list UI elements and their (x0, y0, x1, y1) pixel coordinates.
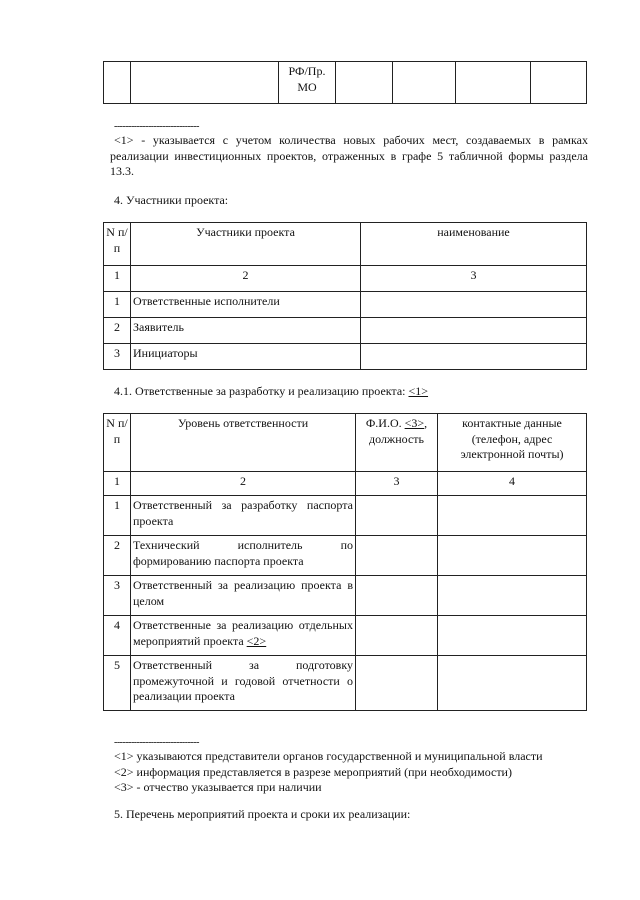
row-label: Ответственный за реализацию проекта в целом (131, 576, 356, 616)
responsible-table (103, 413, 587, 711)
top-table-cell (104, 62, 131, 104)
row-label: Ответственные исполнители (131, 292, 361, 318)
row-label: Заявитель (131, 318, 361, 344)
row-number: 1 (104, 496, 131, 536)
footnote-1: <1> - указывается с учетом количества новых рабочих мест, создаваемых в рамках реализации инвестиционных проектов, отраженных в графе 5 табличной формы раздела 13.3. (110, 133, 588, 179)
table-row (104, 536, 587, 576)
header-name: наименование (361, 223, 587, 266)
column-number: 1 (104, 266, 131, 292)
footnote-ref[interactable]: <2> (246, 633, 267, 648)
row-number: 4 (104, 616, 131, 656)
header-number: N п/п (104, 223, 131, 266)
footnote-ref[interactable]: <1> (408, 384, 429, 398)
header-fio-text: Ф.И.О. (365, 416, 405, 430)
row-value (438, 656, 587, 711)
row-value (361, 318, 587, 344)
row-value (356, 576, 438, 616)
column-number: 3 (361, 266, 587, 292)
column-number: 4 (438, 472, 587, 496)
row-number: 3 (104, 344, 131, 370)
section-5-heading: 5. Перечень мероприятий проекта и сроки их реализации: (114, 807, 411, 821)
table-row (104, 576, 587, 616)
column-number: 2 (131, 472, 356, 496)
row-label: Ответственный за подготовку промежуточной и годовой отчетности о реализации проекта (131, 656, 356, 711)
table-row (104, 344, 587, 370)
row-value (438, 576, 587, 616)
row-value (438, 496, 587, 536)
footnote-line: <3> - отчество указывается при наличии (114, 780, 322, 795)
row-label: Инициаторы (131, 344, 361, 370)
top-table-cell (336, 62, 393, 104)
header-fio-suffix: , должность (369, 416, 428, 446)
table-row (104, 616, 587, 656)
top-table-cell (456, 62, 531, 104)
top-table-cell-rf: РФ/Пр. МО (279, 62, 336, 104)
row-value (356, 656, 438, 711)
footnote-list (114, 749, 594, 796)
table-row (104, 318, 587, 344)
footnote-separator: ------------------------------ (114, 737, 199, 748)
footnote-separator: ------------------------------ (114, 121, 199, 132)
footnote-ref[interactable]: <3> (404, 416, 425, 430)
column-number: 1 (104, 472, 131, 496)
top-table-cell (531, 62, 587, 104)
row-label (131, 616, 356, 656)
header-contacts: контактные данные (телефон, адрес электронной почты) (438, 414, 587, 472)
row-value (356, 536, 438, 576)
footnote-line: <1> указываются представители органов государственной и муниципальной власти (114, 749, 543, 763)
table-row (104, 496, 587, 536)
section-41-heading-text: 4.1. Ответственные за разработку и реализацию проекта: (114, 384, 409, 398)
row-value (356, 496, 438, 536)
row-value (438, 616, 587, 656)
section-4-heading: 4. Участники проекта: (114, 193, 229, 207)
header-fio (356, 414, 438, 472)
footnote-line: <2> информация представляется в разрезе мероприятий (при необходимости) (114, 764, 512, 779)
row-value (361, 292, 587, 318)
header-level: Уровень ответственности (131, 414, 356, 472)
column-number: 3 (356, 472, 438, 496)
participants-table (103, 222, 587, 370)
top-table (103, 61, 587, 104)
top-table-cell (131, 62, 279, 104)
header-participants: Участники проекта (131, 223, 361, 266)
table-row (104, 292, 587, 318)
top-table-cell (393, 62, 456, 104)
column-number: 2 (131, 266, 361, 292)
row-label: Ответственный за разработку паспорта проекта (131, 496, 356, 536)
row-value (438, 536, 587, 576)
row-label: Технический исполнитель по формированию паспорта проекта (131, 536, 356, 576)
section-41-heading (114, 384, 428, 400)
row-number: 5 (104, 656, 131, 711)
table-row (104, 656, 587, 711)
row-number: 2 (104, 536, 131, 576)
row-value (356, 616, 438, 656)
row-number: 2 (104, 318, 131, 344)
row-number: 1 (104, 292, 131, 318)
header-number: N п/п (104, 414, 131, 472)
row-number: 3 (104, 576, 131, 616)
row-label-text: Ответственные за реализацию отдельных мероприятий проекта (133, 618, 353, 648)
row-value (361, 344, 587, 370)
